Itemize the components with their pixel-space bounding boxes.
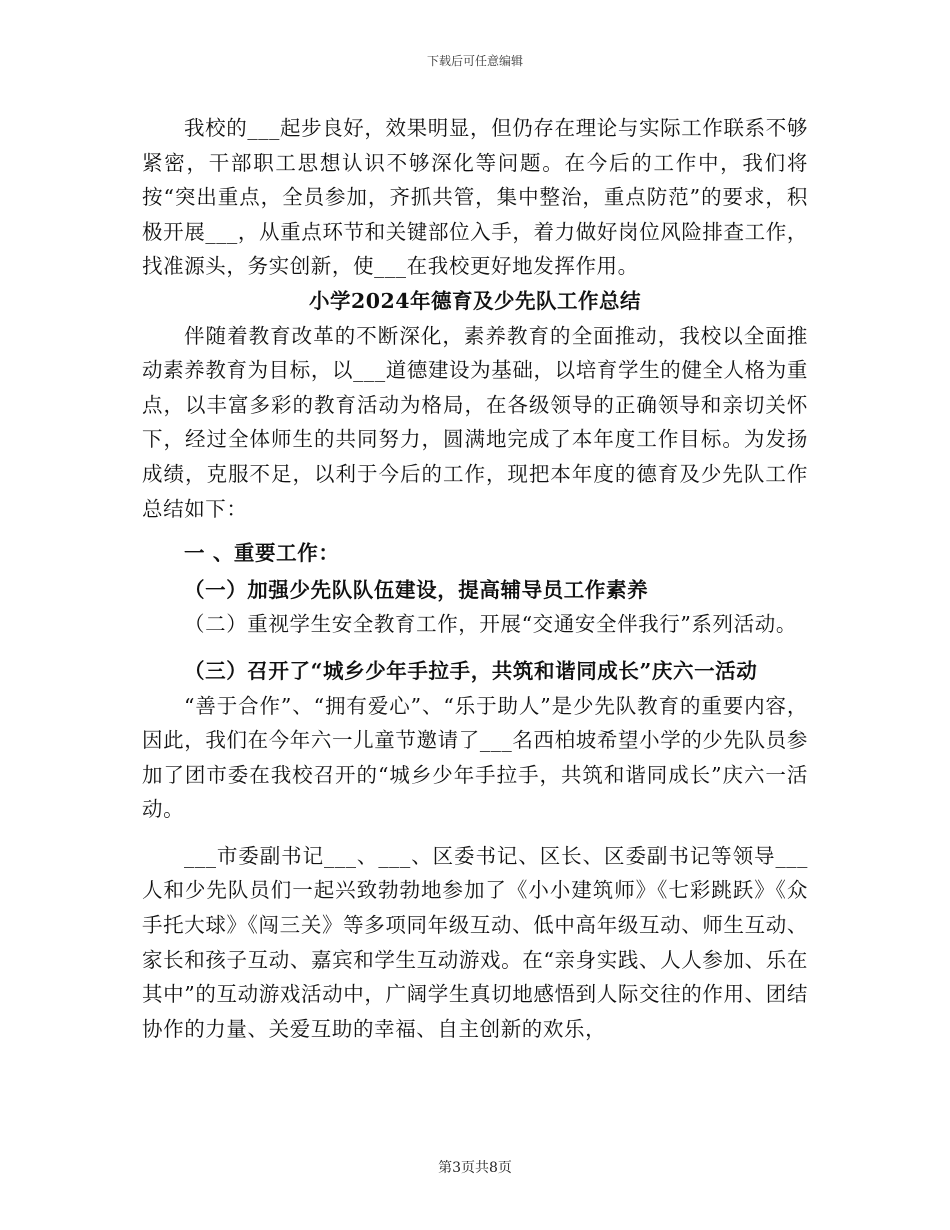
body-paragraph-3: ___市委副书记___、___、区委书记、区长、区委副书记等领导___人和少先队员们一起兴致勃勃地参加了《小小建筑师》《七彩跳跃》《众手托大球》《闯三关》等多项同年级互动、低中高年级互动、师生互动、家长和孩子互动、嘉宾和学生互动游戏。在“亲身实践、人人参加、乐在其中”的互动游戏活动中，广阔学生真切地感悟到人际交往的作用、团结协作的力量、关爱互助的幸福、自主创新的欢乐， (142, 843, 808, 1041)
page-number: 第3页共8页 (438, 1160, 512, 1176)
body-paragraph-2: “善于合作”、“拥有爱心”、“乐于助人”是少先队教育的重要内容，因此，我们在今年六一儿童节邀请了___名西柏坡希望小学的少先队员参加了团市委在我校召开的“城乡少年手拉手，共筑和谐同成长”庆六一活动。 (142, 693, 808, 822)
section-heading-1: 一 、重要工作： (184, 541, 340, 566)
subsection-heading-2: （二）重视学生安全教育工作，开展“交通安全伴我行”系列活动。 (184, 612, 797, 637)
subsection-heading-1: （一）加强少先队队伍建设，提高辅导员工作素养 (184, 577, 649, 602)
intro-paragraph: 我校的___起步良好，效果明显，但仍存在理论与实际工作联系不够紧密，干部职工思想认识不够深化等问题。在今后的工作中，我们将按“突出重点，全员参加，齐抓共管，集中整治，重点防范”的要求，积极开展___，从重点环节和关键部位入手，着力做好岗位风险排查工作，找准源头，务实创新，使___在我校更好地发挥作用。 (142, 116, 808, 279)
document-body (142, 111, 808, 1046)
body-paragraph-1: 伴随着教育改革的不断深化，素养教育的全面推动，我校以全面推动素养教育为目标，以___道德建设为基础，以培育学生的健全人格为重点，以丰富多彩的教育活动为格局，在各级领导的正确领导和亲切关怀下，经过全体师生的共同努力，圆满地完成了本年度工作目标。为发扬成绩，克服不足，以利于今后的工作，现把本年度的德育及少先队工作总结如下： (142, 323, 808, 521)
header-note: 下载后可任意编辑 (426, 54, 523, 68)
subsection-heading-3: （三）召开了“城乡少年手拉手，共筑和谐同成长”庆六一活动 (184, 658, 758, 683)
document-title: 小学2024年德育及少先队工作总结 (308, 288, 642, 313)
